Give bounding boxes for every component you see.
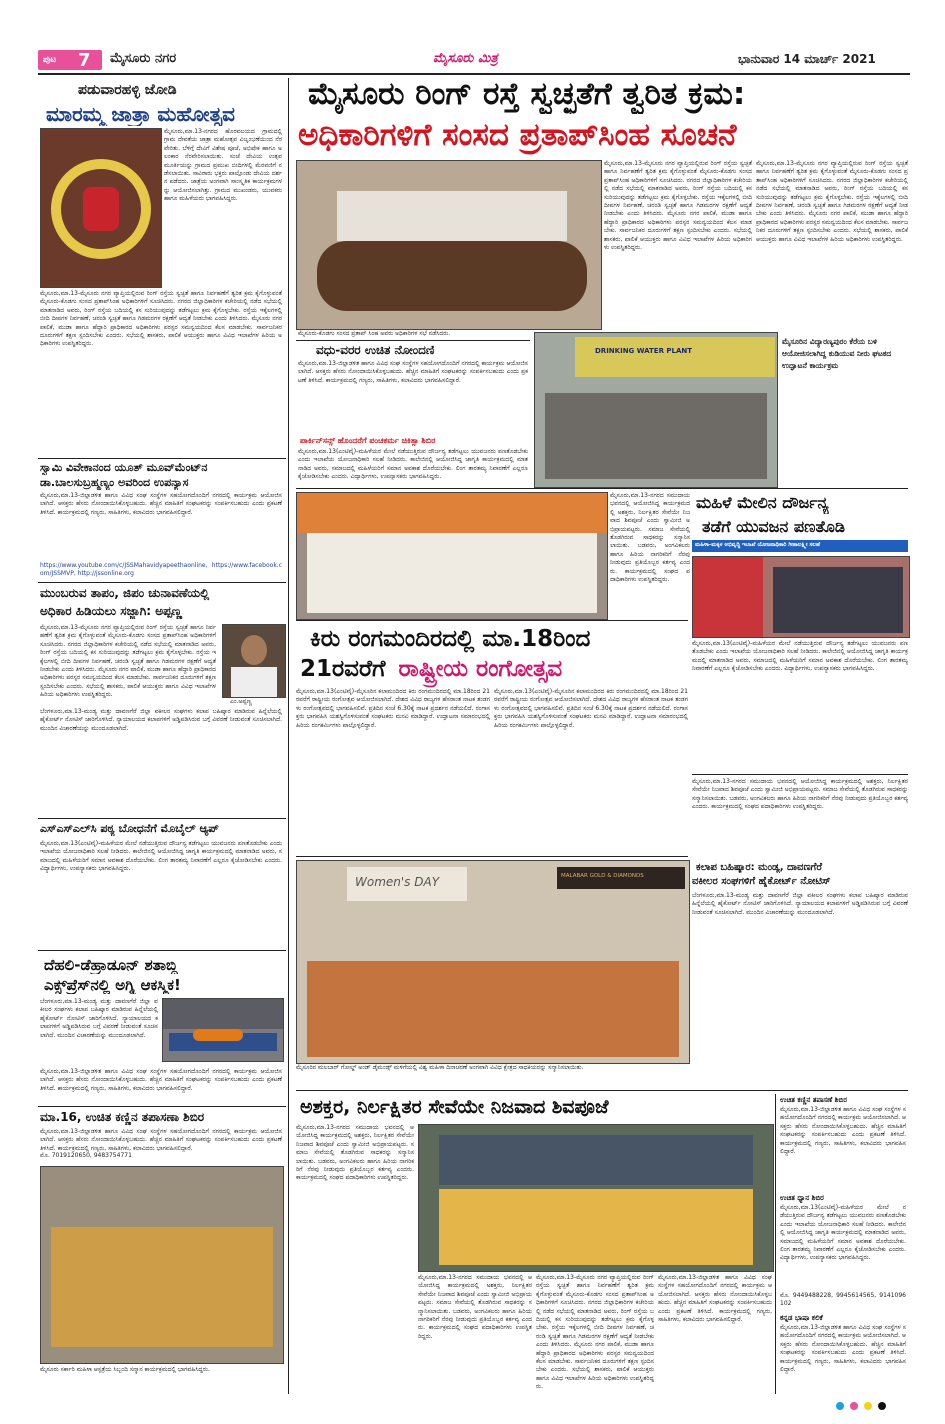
strap-text: ಮಹಿಳಾ-ಮಕ್ಕಳ ಅಭಿವೃದ್ಧಿ ಇಲಾಖೆ ಯೋಜನಾಧಿಕಾರಿ ಗೀತಾಲಕ್ಷ್ಮೀ ಸಲಹೆ <box>695 542 821 548</box>
brief-body: ಮೈಸೂರು,ಮಾ.13(ಎಂಟಿವೈ)-ಮಹಿಳೆಯರ ಮೇಲೆ ನಡೆಯುತ್ತಿರುವ ದೌರ್ಜನ್ಯ ತಡೆಗಟ್ಟಲು ಯುವಜನರು ಪಣತೊಡಬೇಕು ಎಂದು ಇಲಾಖೆಯ ಯೋಜನಾಧಿಕಾರಿ ಸಲಹೆ ನೀಡಿದರು. ಕಾಲೇಜಿನಲ್ಲಿ ಆಯೋಜಿಸಿದ್ದ ಜಾಗೃತಿ ಕಾರ್ಯಕ್ರಮದಲ್ಲಿ ಮಾತನಾಡಿದ ಅವರು, ಸಮಾಜದಲ್ಲಿ ಮಹಿಳೆಯರಿಗೆ ಸಮಾನ ಅವಕಾಶ ದೊರೆಯಬೇಕು. ಲಿಂಗ ತಾರತಮ್ಯ ನಿವಾರಣೆಗೆ ಎಲ್ಲರೂ ಕೈಜೋಡಿಸಬೇಕು ಎಂದರು. ವಿದ್ಯಾರ್ಥಿಗಳು, ಉಪನ್ಯಾಸಕರು ಭಾಗವಹಿಸಿದ್ದರು. <box>780 1204 906 1262</box>
meeting-photo-caption: ಮೈಸೂರು-ಕೊಡಗು ಸಂಸದ ಪ್ರತಾಪ್ ಸಿಂಹ ಅವರು ಅಧಿಕಾರಿಗಳ ಸಭೆ ನಡೆಸಿದರು. <box>298 330 451 337</box>
court-headline: ಕಲಾಪ ಬಹಿಷ್ಕಾರ: ಮಂಡ್ಯ, ದಾವಣಗೆರೆ <box>696 862 823 873</box>
theatre-date: 21ರವರೆಗೆ <box>300 656 386 682</box>
story-subheadline: ಡಾ.ಬಾಲಸುಬ್ರಹ್ಮಣ್ಯಂ ಅವರಿಂದ ಉಪನ್ಯಾಸ <box>40 476 189 489</box>
store-text: MALABAR GOLD & DIAMONDS <box>561 873 644 879</box>
shirt <box>231 667 277 697</box>
infobox-text: ಮೈಸೂರಿನ ವಿದ್ಯಾರಣ್ಯಪುರಂ ಕೆರೆಯ ಬಳಿ ಆಯೋಜಿಸಲಾಗಿದ್ದ ಕುಡಿಯುವ ನೀರು ಘಟಕದ ಉದ್ಘಾಟನೆ ಕಾರ್ಯಕ್ರಮ <box>782 337 892 370</box>
court-subheadline: ವಕೀಲರ ಸಂಘಗಳಿಗೆ ಹೈಕೋರ್ಟ್ ನೋಟಿಸ್ <box>692 876 831 887</box>
people-row <box>307 533 597 613</box>
divider <box>38 818 286 819</box>
story-vadhu <box>296 342 530 482</box>
divider <box>38 582 286 583</box>
train-fire-photo <box>162 998 284 1062</box>
red-backdrop <box>693 557 763 637</box>
kicker: ಪಡುವಾರಹಳ್ಳಿ ಜೋಡಿ <box>78 82 177 98</box>
portrait-photo <box>222 624 286 698</box>
divider <box>38 458 286 459</box>
theatre-body-col1: ಮೈಸೂರು,ಮಾ.13(ಎಂಟಿವೈ)-ಮೈಸೂರಿನ ಕಲಾಮಂದಿರದ ಕಿರು ರಂಗಮಂದಿರದಲ್ಲಿ ಮಾ.18ರಿಂದ 21ರವರೆಗೆ ರಾಷ್ಟ್ರೀಯ ರಂಗೋತ್ಸವ ಆಯೋಜಿಸಲಾಗಿದೆ. ದೇಶದ ವಿವಿಧ ರಾಜ್ಯಗಳ ಹೆಸರಾಂತ ನಾಟಕ ತಂಡಗಳು ರಂಗೋತ್ಸವದಲ್ಲಿ ಭಾಗವಹಿಸಲಿವೆ. ಪ್ರತಿದಿನ ಸಂಜೆ 6.30ಕ್ಕೆ ನಾಟಕ ಪ್ರದರ್ಶನ ನಡೆಯಲಿದೆ. ರಂಗಾಸಕ್ತರು ಭಾಗವಹಿಸಿ ಯಶಸ್ವಿಗೊಳಿಸುವಂತೆ ಸಂಘಟಕರು ಮನವಿ ಮಾಡಿದ್ದಾರೆ. ಉದ್ಘಾಟನಾ ಸಮಾರಂಭದಲ್ಲಿ ಹಿರಿಯ ರಂಗಕರ್ಮಿಗಳು ಪಾಲ್ಗೊಳ್ಳಲಿದ್ದಾರೆ. <box>296 688 490 729</box>
strap-bar <box>692 540 908 552</box>
story-body: ಮೈಸೂರು,ಮಾ.13-ಮೈಸೂರು ನಗರ ವ್ಯಾಪ್ತಿಯಲ್ಲಿರುವ ರಿಂಗ್ ರಸ್ತೆಯ ಸ್ವಚ್ಛತೆ ಹಾಗೂ ನಿರ್ವಹಣೆಗೆ ತ್ವರಿತ ಕ್ರಮ ಕೈಗೊಳ್ಳುವಂತೆ ಮೈಸೂರು-ಕೊಡಗು ಸಂಸದ ಪ್ರತಾಪ್‌ಸಿಂಹ ಅಧಿಕಾರಿಗಳಿಗೆ ಸೂಚಿಸಿದರು. ನಗರದ ಜಿಲ್ಲಾಧಿಕಾರಿಗಳ ಕಚೇರಿಯಲ್ಲಿ ನಡೆದ ಸಭೆಯಲ್ಲಿ ಮಾತನಾಡಿದ ಅವರು, ರಿಂಗ್ ರಸ್ತೆಯ ಬದಿಯಲ್ಲಿ ಕಸ ಸುರಿಯುವುದನ್ನು ತಡೆಗಟ್ಟಲು ಕ್ರಮ ಕೈಗೊಳ್ಳಬೇಕು. ರಸ್ತೆಯ ಇಕ್ಕೆಲಗಳಲ್ಲಿ ಬೀದಿ ದೀಪಗಳ ನಿರ್ವಹಣೆ, ಚರಂಡಿ ಸ್ವಚ್ಛತೆ ಹಾಗೂ ಗಿಡಮರಗಳ ರಕ್ಷಣೆಗೆ ಆದ್ಯತೆ ನೀಡಬೇಕು ಎಂದು ತಿಳಿಸಿದರು. ಮೈಸೂರು ನಗರ ಪಾಲಿಕೆ, ಮುಡಾ ಹಾಗೂ ಹೆದ್ದಾರಿ ಪ್ರಾಧಿಕಾರದ ಅಧಿಕಾರಿಗಳು ಪರಸ್ಪರ ಸಮನ್ವಯದಿಂದ ಕೆಲಸ ಮಾಡಬೇಕು. ಸಾರ್ವಜನಿಕರ ದೂರುಗಳಿಗೆ ತಕ್ಷಣ ಸ್ಪಂದಿಸಬೇಕು ಎಂದರು. ಸಭೆಯಲ್ಲಿ ಶಾಸಕರು, ಪಾಲಿಕೆ ಆಯುಕ್ತರು ಹಾಗೂ ವಿವಿಧ ಇಲಾಖೆಗಳ ಹಿರಿಯ ಅಧಿಕಾರಿಗಳು ಉಪಸ್ಥಿತರಿದ್ದರು. <box>40 624 216 699</box>
black-dot <box>878 1402 886 1410</box>
people-row <box>773 567 903 633</box>
story-body: ಬೆಂಗಳೂರು,ಮಾ.13-ಮಂಡ್ಯ ಮತ್ತು ದಾವಣಗೆರೆ ಜಿಲ್ಲಾ ವಕೀಲರ ಸಂಘಗಳು ಕಲಾಪ ಬಹಿಷ್ಕಾರ ಮಾಡಿರುವ ಹಿನ್ನೆಲೆಯಲ್ಲಿ ಹೈಕೋರ್ಟ್ ನೋಟಿಸ್ ಜಾರಿಗೊಳಿಸಿದೆ. ನ್ಯಾಯಾಲಯದ ಕಲಾಪಗಳಿಗೆ ಅಡ್ಡಿಪಡಿಸಿರುವ ಬಗ್ಗೆ ವಿವರಣೆ ನೀಡುವಂತೆ ಸೂಚಿಸಲಾಗಿದೆ. ಮುಂದಿನ ವಿಚಾರಣೆಯನ್ನು ಮುಂದೂಡಲಾಗಿದೆ. <box>40 998 158 1039</box>
story-padavarahalli <box>38 78 286 456</box>
water-plant-infobox <box>778 332 908 486</box>
lead-body-col2: ಮೈಸೂರು,ಮಾ.13-ಮೈಸೂರು ನಗರ ವ್ಯಾಪ್ತಿಯಲ್ಲಿರುವ ರಿಂಗ್ ರಸ್ತೆಯ ಸ್ವಚ್ಛತೆ ಹಾಗೂ ನಿರ್ವಹಣೆಗೆ ತ್ವರಿತ ಕ್ರಮ ಕೈಗೊಳ್ಳುವಂತೆ ಮೈಸೂರು-ಕೊಡಗು ಸಂಸದ ಪ್ರತಾಪ್‌ಸಿಂಹ ಅಧಿಕಾರಿಗಳಿಗೆ ಸೂಚಿಸಿದರು. ನಗರದ ಜಿಲ್ಲಾಧಿಕಾರಿಗಳ ಕಚೇರಿಯಲ್ಲಿ ನಡೆದ ಸಭೆಯಲ್ಲಿ ಮಾತನಾಡಿದ ಅವರು, ರಿಂಗ್ ರಸ್ತೆಯ ಬದಿಯಲ್ಲಿ ಕಸ ಸುರಿಯುವುದನ್ನು ತಡೆಗಟ್ಟಲು ಕ್ರಮ ಕೈಗೊಳ್ಳಬೇಕು. ರಸ್ತೆಯ ಇಕ್ಕೆಲಗಳಲ್ಲಿ ಬೀದಿ ದೀಪಗಳ ನಿರ್ವಹಣೆ, ಚರಂಡಿ ಸ್ವಚ್ಛತೆ ಹಾಗೂ ಗಿಡಮರಗಳ ರಕ್ಷಣೆಗೆ ಆದ್ಯತೆ ನೀಡಬೇಕು ಎಂದು ತಿಳಿಸಿದರು. ಮೈಸೂರು ನಗರ ಪಾಲಿಕೆ, ಮುಡಾ ಹಾಗೂ ಹೆದ್ದಾರಿ ಪ್ರಾಧಿಕಾರದ ಅಧಿಕಾರಿಗಳು ಪರಸ್ಪರ ಸಮನ್ವಯದಿಂದ ಕೆಲಸ ಮಾಡಬೇಕು. ಸಾರ್ವಜನಿಕರ ದೂರುಗಳಿಗೆ ತಕ್ಷಣ ಸ್ಪಂದಿಸಬೇಕು ಎಂದರು. ಸಭೆಯಲ್ಲಿ ಶಾಸಕರು, ಪಾಲಿಕೆ ಆಯುಕ್ತರು ಹಾಗೂ ವಿವಿಧ ಇಲಾಖೆಗಳ ಹಿರಿಯ ಅಧಿಕಾರಿಗಳು ಉಪಸ್ಥಿತರಿದ್ದರು. <box>756 160 908 243</box>
story-headline: ದೆಹಲಿ-ಡೆಹ್ರಾಡೂನ್ ಶತಾಬ್ದಿ <box>44 956 178 974</box>
masthead <box>38 48 910 72</box>
shivapooje-col4: ಮೈಸೂರು,ಮಾ.13-ಜಿಲ್ಲಾಡಳಿತ ಹಾಗೂ ವಿವಿಧ ಸಂಘ ಸಂಸ್ಥೆಗಳ ಸಹಯೋಗದೊಂದಿಗೆ ನಗರದಲ್ಲಿ ಕಾರ್ಯಕ್ರಮ ಆಯೋಜಿಸಲಾಗಿದೆ. ಆಸಕ್ತರು ಹೆಸರು ನೋಂದಾಯಿಸಿಕೊಳ್ಳಬಹುದು. ಹೆಚ್ಚಿನ ಮಾಹಿತಿಗೆ ಸಂಘಟಕರನ್ನು ಸಂಪರ್ಕಿಸಬಹುದು ಎಂದು ಪ್ರಕಟಣೆ ತಿಳಿಸಿದೆ. ಕಾರ್ಯಕ್ರಮದಲ್ಲಿ ಗಣ್ಯರು, ಸಾಹಿತಿಗಳು, ಕಲಾವಿದರು ಭಾಗವಹಿಸಲಿದ್ದಾರೆ. <box>658 1274 772 1324</box>
story-body-cont: ಮೈಸೂರು,ಮಾ.13-ಮೈಸೂರು ನಗರ ವ್ಯಾಪ್ತಿಯಲ್ಲಿರುವ ರಿಂಗ್ ರಸ್ತೆಯ ಸ್ವಚ್ಛತೆ ಹಾಗೂ ನಿರ್ವಹಣೆಗೆ ತ್ವರಿತ ಕ್ರಮ ಕೈಗೊಳ್ಳುವಂತೆ ಮೈಸೂರು-ಕೊಡಗು ಸಂಸದ ಪ್ರತಾಪ್‌ಸಿಂಹ ಅಧಿಕಾರಿಗಳಿಗೆ ಸೂಚಿಸಿದರು. ನಗರದ ಜಿಲ್ಲಾಧಿಕಾರಿಗಳ ಕಚೇರಿಯಲ್ಲಿ ನಡೆದ ಸಭೆಯಲ್ಲಿ ಮಾತನಾಡಿದ ಅವರು, ರಿಂಗ್ ರಸ್ತೆಯ ಬದಿಯಲ್ಲಿ ಕಸ ಸುರಿಯುವುದನ್ನು ತಡೆಗಟ್ಟಲು ಕ್ರಮ ಕೈಗೊಳ್ಳಬೇಕು. ರಸ್ತೆಯ ಇಕ್ಕೆಲಗಳಲ್ಲಿ ಬೀದಿ ದೀಪಗಳ ನಿರ್ವಹಣೆ, ಚರಂಡಿ ಸ್ವಚ್ಛತೆ ಹಾಗೂ ಗಿಡಮರಗಳ ರಕ್ಷಣೆಗೆ ಆದ್ಯತೆ ನೀಡಬೇಕು ಎಂದು ತಿಳಿಸಿದರು. ಮೈಸೂರು ನಗರ ಪಾಲಿಕೆ, ಮುಡಾ ಹಾಗೂ ಹೆದ್ದಾರಿ ಪ್ರಾಧಿಕಾರದ ಅಧಿಕಾರಿಗಳು ಪರಸ್ಪರ ಸಮನ್ವಯದಿಂದ ಕೆಲಸ ಮಾಡಬೇಕು. ಸಾರ್ವಜನಿಕರ ದೂರುಗಳಿಗೆ ತಕ್ಷಣ ಸ್ಪಂದಿಸಬೇಕು ಎಂದರು. ಸಭೆಯಲ್ಲಿ ಶಾಸಕರು, ಪಾಲಿಕೆ ಆಯುಕ್ತರು ಹಾಗೂ ವಿವಿಧ ಇಲಾಖೆಗಳ ಹಿರಿಯ ಅಧಿಕಾರಿಗಳು ಉಪಸ್ಥಿತರಿದ್ದರು. <box>40 290 282 348</box>
honoured-women-row <box>307 961 679 1057</box>
story-headline: ಮುಂಬರುವ ತಾಪಂ, ಜಿಪಂ ಚುನಾವಣೆಯಲ್ಲಿ <box>40 586 210 600</box>
theatre-body-col2: ಮೈಸೂರು,ಮಾ.13(ಎಂಟಿವೈ)-ಮೈಸೂರಿನ ಕಲಾಮಂದಿರದ ಕಿರು ರಂಗಮಂದಿರದಲ್ಲಿ ಮಾ.18ರಿಂದ 21ರವರೆಗೆ ರಾಷ್ಟ್ರೀಯ ರಂಗೋತ್ಸವ ಆಯೋಜಿಸಲಾಗಿದೆ. ದೇಶದ ವಿವಿಧ ರಾಜ್ಯಗಳ ಹೆಸರಾಂತ ನಾಟಕ ತಂಡಗಳು ರಂಗೋತ್ಸವದಲ್ಲಿ ಭಾಗವಹಿಸಲಿವೆ. ಪ್ರತಿದಿನ ಸಂಜೆ 6.30ಕ್ಕೆ ನಾಟಕ ಪ್ರದರ್ಶನ ನಡೆಯಲಿದೆ. ರಂಗಾಸಕ್ತರು ಭಾಗವಹಿಸಿ ಯಶಸ್ವಿಗೊಳಿಸುವಂತೆ ಸಂಘಟಕರು ಮನವಿ ಮಾಡಿದ್ದಾರೆ. ಉದ್ಘಾಟನಾ ಸಮಾರಂಭದಲ್ಲಿ ಹಿರಿಯ ರಂಗಕರ್ಮಿಗಳು ಪಾಲ್ಗೊಳ್ಳಲಿದ್ದಾರೆ. <box>494 688 688 729</box>
brief-headline: ಉಚಿತ ಧ್ಯಾನ ಶಿಬಿರ <box>780 1194 824 1202</box>
cyan-dot <box>836 1402 844 1410</box>
story-women <box>692 492 908 772</box>
staff-group-photo <box>40 1166 284 1364</box>
idol <box>83 187 119 231</box>
story-body: ಮೈಸೂರು,ಮಾ.13-ಜಿಲ್ಲಾಡಳಿತ ಹಾಗೂ ವಿವಿಧ ಸಂಘ ಸಂಸ್ಥೆಗಳ ಸಹಯೋಗದೊಂದಿಗೆ ನಗರದಲ್ಲಿ ಕಾರ್ಯಕ್ರಮ ಆಯೋಜಿಸಲಾಗಿದೆ. ಆಸಕ್ತರು ಹೆಸರು ನೋಂದಾಯಿಸಿಕೊಳ್ಳಬಹುದು. ಹೆಚ್ಚಿನ ಮಾಹಿತಿಗೆ ಸಂಘಟಕರನ್ನು ಸಂಪರ್ಕಿಸಬಹುದು ಎಂದು ಪ್ರಕಟಣೆ ತಿಳಿಸಿದೆ. ಕಾರ್ಯಕ್ರಮದಲ್ಲಿ ಗಣ್ಯರು, ಸಾಹಿತಿಗಳು, ಕಲಾವಿದರು ಭಾಗವಹಿಸಲಿದ್ದಾರೆ. <box>40 492 282 516</box>
people-row <box>545 393 767 479</box>
story-body: ಮೈಸೂರು,ಮಾ.13-ಜಿಲ್ಲಾಡಳಿತ ಹಾಗೂ ವಿವಿಧ ಸಂಘ ಸಂಸ್ಥೆಗಳ ಸಹಯೋಗದೊಂದಿಗೆ ನಗರದಲ್ಲಿ ಕಾರ್ಯಕ್ರಮ ಆಯೋಜಿಸಲಾಗಿದೆ. ಆಸಕ್ತರು ಹೆಸರು ನೋಂದಾಯಿಸಿಕೊಳ್ಳಬಹುದು. ಹೆಚ್ಚಿನ ಮಾಹಿತಿಗೆ ಸಂಘಟಕರನ್ನು ಸಂಪರ್ಕಿಸಬಹುದು ಎಂದು ಪ್ರಕಟಣೆ ತಿಳಿಸಿದೆ. ಕಾರ್ಯಕ್ರಮದಲ್ಲಿ ಗಣ್ಯರು, ಸಾಹಿತಿಗಳು, ಕಲಾವಿದರು ಭಾಗವಹಿಸಲಿದ್ದಾರೆ. <box>40 1128 282 1152</box>
smoke <box>163 999 283 1029</box>
story-appanna <box>38 584 286 816</box>
meeting-photo <box>296 160 602 330</box>
theatre-headline: ಕಿರು ರಂಗಮಂದಿರದಲ್ಲಿ ಮಾ.18ರಿಂದ <box>310 626 591 652</box>
fire <box>193 1029 243 1041</box>
shivapooje-col3: ಮೈಸೂರು,ಮಾ.13-ಮೈಸೂರು ನಗರ ವ್ಯಾಪ್ತಿಯಲ್ಲಿರುವ ರಿಂಗ್ ರಸ್ತೆಯ ಸ್ವಚ್ಛತೆ ಹಾಗೂ ನಿರ್ವಹಣೆಗೆ ತ್ವರಿತ ಕ್ರಮ ಕೈಗೊಳ್ಳುವಂತೆ ಮೈಸೂರು-ಕೊಡಗು ಸಂಸದ ಪ್ರತಾಪ್‌ಸಿಂಹ ಅಧಿಕಾರಿಗಳಿಗೆ ಸೂಚಿಸಿದರು. ನಗರದ ಜಿಲ್ಲಾಧಿಕಾರಿಗಳ ಕಚೇರಿಯಲ್ಲಿ ನಡೆದ ಸಭೆಯಲ್ಲಿ ಮಾತನಾಡಿದ ಅವರು, ರಿಂಗ್ ರಸ್ತೆಯ ಬದಿಯಲ್ಲಿ ಕಸ ಸುರಿಯುವುದನ್ನು ತಡೆಗಟ್ಟಲು ಕ್ರಮ ಕೈಗೊಳ್ಳಬೇಕು. ರಸ್ತೆಯ ಇಕ್ಕೆಲಗಳಲ್ಲಿ ಬೀದಿ ದೀಪಗಳ ನಿರ್ವಹಣೆ, ಚರಂಡಿ ಸ್ವಚ್ಛತೆ ಹಾಗೂ ಗಿಡಮರಗಳ ರಕ್ಷಣೆಗೆ ಆದ್ಯತೆ ನೀಡಬೇಕು ಎಂದು ತಿಳಿಸಿದರು. ಮೈಸೂರು ನಗರ ಪಾಲಿಕೆ, ಮುಡಾ ಹಾಗೂ ಹೆದ್ದಾರಿ ಪ್ರಾಧಿಕಾರದ ಅಧಿಕಾರಿಗಳು ಪರಸ್ಪರ ಸಮನ್ವಯದಿಂದ ಕೆಲಸ ಮಾಡಬೇಕು. ಸಾರ್ವಜನಿಕರ ದೂರುಗಳಿಗೆ ತಕ್ಷಣ ಸ್ಪಂದಿಸಬೇಕು ಎಂದರು. ಸಭೆಯಲ್ಲಿ ಶಾಸಕರು, ಪಾಲಿಕೆ ಆಯುಕ್ತರು ಹಾಗೂ ವಿವಿಧ ಇಲಾಖೆಗಳ ಹಿರಿಯ ಅಧಿಕಾರಿಗಳು ಉಪಸ್ಥಿತರಿದ್ದರು. <box>536 1274 654 1391</box>
story-eye <box>38 1108 286 1394</box>
paper-name: ಮೈಸೂರು ಮಿತ್ರ <box>433 51 498 66</box>
story-subheadline: ಎಕ್ಸ್‌ಪ್ರೆಸ್‌ನಲ್ಲಿ ಅಗ್ನಿ ಆಕಸ್ಮಿಕ! <box>44 976 181 994</box>
photo-caption: ಮೈಸೂರು ಸರ್ಕಾರಿ ಮಹಿಳಾ ಆಸ್ಪತ್ರೆಯ ಸಿಬ್ಬಂದಿ ಸನ್ಮಾನ ಕಾರ್ಯಕ್ರಮದಲ್ಲಿ ಭಾಗವಹಿಸಿದ್ದರು. <box>40 1366 210 1373</box>
story-body: ಮೈಸೂರು,ಮಾ.13(ಎಂಟಿವೈ)-ಮಹಿಳೆಯರ ಮೇಲೆ ನಡೆಯುತ್ತಿರುವ ದೌರ್ಜನ್ಯ ತಡೆಗಟ್ಟಲು ಯುವಜನರು ಪಣತೊಡಬೇಕು ಎಂದು ಇಲಾಖೆಯ ಯೋಜನಾಧಿಕಾರಿ ಸಲಹೆ ನೀಡಿದರು. ಕಾಲೇಜಿನಲ್ಲಿ ಆಯೋಜಿಸಿದ್ದ ಜಾಗೃತಿ ಕಾರ್ಯಕ್ರಮದಲ್ಲಿ ಮಾತನಾಡಿದ ಅವರು, ಸಮಾಜದಲ್ಲಿ ಮಹಿಳೆಯರಿಗೆ ಸಮಾನ ಅವಕಾಶ ದೊರೆಯಬೇಕು. ಲಿಂಗ ತಾರತಮ್ಯ ನಿವಾರಣೆಗೆ ಎಲ್ಲರೂ ಕೈಜೋಡಿಸಬೇಕು ಎಂದರು. ವಿದ್ಯಾರ್ಥಿಗಳು, ಉಪನ್ಯಾಸಕರು ಭಾಗವಹಿಸಿದ್ದರು. <box>40 840 282 873</box>
lead-headline: ಮೈಸೂರು ರಿಂಗ್ ರಸ್ತೆ ಸ್ವಚ್ಛತೆಗೆ ತ್ವರಿತ ಕ್ರಮ: <box>308 76 746 112</box>
story-swami <box>38 460 286 580</box>
brief-body: ಮೈಸೂರು,ಮಾ.13-ಜಿಲ್ಲಾಡಳಿತ ಹಾಗೂ ವಿವಿಧ ಸಂಘ ಸಂಸ್ಥೆಗಳ ಸಹಯೋಗದೊಂದಿಗೆ ನಗರದಲ್ಲಿ ಕಾರ್ಯಕ್ರಮ ಆಯೋಜಿಸಲಾಗಿದೆ. ಆಸಕ್ತರು ಹೆಸರು ನೋಂದಾಯಿಸಿಕೊಳ್ಳಬಹುದು. ಹೆಚ್ಚಿನ ಮಾಹಿತಿಗೆ ಸಂಘಟಕರನ್ನು ಸಂಪರ್ಕಿಸಬಹುದು ಎಂದು ಪ್ರಕಟಣೆ ತಿಳಿಸಿದೆ. ಕಾರ್ಯಕ್ರಮದಲ್ಲಿ ಗಣ್ಯರು, ಸಾಹಿತಿಗಳು, ಕಲಾವಿದರು ಭಾಗವಹಿಸಲಿದ್ದಾರೆ. <box>780 1106 906 1156</box>
yellow-dot <box>864 1402 872 1410</box>
brief-contacts: ಮೊ. 9449488228, 9945614565, 9141096102 <box>780 1292 906 1308</box>
divider <box>38 1106 286 1107</box>
story-headline: ಸ್ವಾಮಿ ವಿವೇಕಾನಂದ ಯೂತ್ ಮೂವ್‌ಮೆಂಟ್‌ನ <box>40 461 208 474</box>
lead-subheadline: ಅಧಿಕಾರಿಗಳಿಗೆ ಸಂಸದ ಪ್ರತಾಪ್‌ಸಿಂಹ ಸೂಚನೆ <box>298 117 737 153</box>
plant-building <box>575 337 775 377</box>
felicitation-photo <box>296 492 608 620</box>
story-headline: ಮಾ.16, ಉಚಿತ ಕಣ್ಣಿನ ತಪಾಸಣಾ ಶಿಬಿರ <box>40 1110 205 1124</box>
page-badge <box>38 50 102 70</box>
page-number: 7 <box>78 50 91 71</box>
story-subheadline: ಅಧಿಕಾರ ಹಿಡಿಯಲು ಸಜ್ಜಾಗಿ: ಅಪ್ಪಣ್ಣ <box>40 604 183 618</box>
felicitation-text: ಮೈಸೂರು,ಮಾ.13-ನಗರದ ಸಮುದಾಯ ಭವನದಲ್ಲಿ ಆಯೋಜಿಸಿದ್ದ ಕಾರ್ಯಕ್ರಮದಲ್ಲಿ ಅಶಕ್ತರು, ನಿರ್ಲಕ್ಷಿತರ ಸೇವೆಯೇ ನಿಜವಾದ ಶಿವಪೂಜೆ ಎಂದು ಸ್ವಾಮೀಜಿ ಅಭಿಪ್ರಾಯಪಟ್ಟರು. ಸಮಾಜ ಸೇವೆಯಲ್ಲಿ ತೊಡಗಿರುವ ಸಾಧಕರನ್ನು ಸನ್ಮಾನಿಸಲಾಯಿತು. ಬಡವರು, ಅಂಗವಿಕಲರು ಹಾಗೂ ಹಿರಿಯ ನಾಗರಿಕರಿಗೆ ನೆರವು ನೀಡುವುದು ಪ್ರತಿಯೊಬ್ಬರ ಕರ್ತವ್ಯ ಎಂದರು. ಕಾರ್ಯಕ್ರಮದಲ್ಲಿ ಸಂಘದ ಪದಾಧಿಕಾರಿಗಳು ಉಪಸ್ಥಿತರಿದ್ದರು. <box>610 492 690 584</box>
people-row <box>337 191 567 241</box>
story-body-cont: ಮೈಸೂರು,ಮಾ.13(ಎಂಟಿವೈ)-ಮಹಿಳೆಯರ ಮೇಲೆ ನಡೆಯುತ್ತಿರುವ ದೌರ್ಜನ್ಯ ತಡೆಗಟ್ಟಲು ಯುವಜನರು ಪಣತೊಡಬೇಕು ಎಂದು ಇಲಾಖೆಯ ಯೋಜನಾಧಿಕಾರಿ ಸಲಹೆ ನೀಡಿದರು. ಕಾಲೇಜಿನಲ್ಲಿ ಆಯೋಜಿಸಿದ್ದ ಜಾಗೃತಿ ಕಾರ್ಯಕ್ರಮದಲ್ಲಿ ಮಾತನಾಡಿದ ಅವರು, ಸಮಾಜದಲ್ಲಿ ಮಹಿಳೆಯರಿಗೆ ಸಮಾನ ಅವಕಾಶ ದೊರೆಯಬೇಕು. ಲಿಂಗ ತಾರತಮ್ಯ ನಿವಾರಣೆಗೆ ಎಲ್ಲರೂ ಕೈಜೋಡಿಸಬೇಕು ಎಂದರು. ವಿದ್ಯಾರ್ಥಿಗಳು, ಉಪನ್ಯಾಸಕರು ಭಾಗವಹಿಸಿದ್ದರು. <box>298 448 528 480</box>
banner-text: Women's DAY <box>355 875 440 889</box>
water-plant-photo <box>534 332 778 488</box>
story-body: ಮೈಸೂರು,ಮಾ.13-ನಗರದ ಹೊರವಲಯದ ಗ್ರಾಮದಲ್ಲಿ ಗ್ರಾಮ ದೇವತೆಯ ಜಾತ್ರಾ ಮಹೋತ್ಸವ ವಿಜೃಂಭಣೆಯಿಂದ ನೆರವೇರಿತು. ಬೆಳಿಗ್ಗೆ ದೇವಿಗೆ ವಿಶೇಷ ಪೂಜೆ, ಅಭಿಷೇಕ ಹಾಗೂ ಅಲಂಕಾರ ನೆರವೇರಿಸಲಾಯಿತು. ಸಂಜೆ ದೇವಿಯ ಉತ್ಸವ ಮೂರ್ತಿಯನ್ನು ಗ್ರಾಮದ ಪ್ರಮುಖ ಬೀದಿಗಳಲ್ಲಿ ಮೆರವಣಿಗೆ ನಡೆಸಲಾಯಿತು. ಸಾವಿರಾರು ಭಕ್ತರು ಪಾಲ್ಗೊಂಡು ದೇವಿಯ ದರ್ಶನ ಪಡೆದರು. ಜಾತ್ರೆಯ ಅಂಗವಾಗಿ ಸಾಂಸ್ಕೃತಿಕ ಕಾರ್ಯಕ್ರಮಗಳನ್ನು ಆಯೋಜಿಸಲಾಗಿತ್ತು. ಗ್ರಾಮದ ಮುಖಂಡರು, ಯುವಕರು ಹಾಗೂ ಮಹಿಳೆಯರು ಭಾಗವಹಿಸಿದ್ದರು. <box>164 128 282 203</box>
story-body-cont: ಬೆಂಗಳೂರು,ಮಾ.13-ಮಂಡ್ಯ ಮತ್ತು ದಾವಣಗೆರೆ ಜಿಲ್ಲಾ ವಕೀಲರ ಸಂಘಗಳು ಕಲಾಪ ಬಹಿಷ್ಕಾರ ಮಾಡಿರುವ ಹಿನ್ನೆಲೆಯಲ್ಲಿ ಹೈಕೋರ್ಟ್ ನೋಟಿಸ್ ಜಾರಿಗೊಳಿಸಿದೆ. ನ್ಯಾಯಾಲಯದ ಕಲಾಪಗಳಿಗೆ ಅಡ್ಡಿಪಡಿಸಿರುವ ಬಗ್ಗೆ ವಿವರಣೆ ನೀಡುವಂತೆ ಸೂಚಿಸಲಾಗಿದೆ. ಮುಂದಿನ ವಿಚಾರಣೆಯನ್ನು ಮುಂದೂಡಲಾಗಿದೆ. <box>40 708 282 732</box>
story-sslc <box>38 820 286 948</box>
back-row <box>439 1135 753 1185</box>
conference-table <box>317 241 587 311</box>
theatre-subheadline <box>300 654 688 684</box>
divider <box>296 620 688 621</box>
shivapooje-body: ಮೈಸೂರು,ಮಾ.13-ನಗರದ ಸಮುದಾಯ ಭವನದಲ್ಲಿ ಆಯೋಜಿಸಿದ್ದ ಕಾರ್ಯಕ್ರಮದಲ್ಲಿ ಅಶಕ್ತರು, ನಿರ್ಲಕ್ಷಿತರ ಸೇವೆಯೇ ನಿಜವಾದ ಶಿವಪೂಜೆ ಎಂದು ಸ್ವಾಮೀಜಿ ಅಭಿಪ್ರಾಯಪಟ್ಟರು. ಸಮಾಜ ಸೇವೆಯಲ್ಲಿ ತೊಡಗಿರುವ ಸಾಧಕರನ್ನು ಸನ್ಮಾನಿಸಲಾಯಿತು. ಬಡವರು, ಅಂಗವಿಕಲರು ಹಾಗೂ ಹಿರಿಯ ನಾಗರಿಕರಿಗೆ ನೆರವು ನೀಡುವುದು ಪ್ರತಿಯೊಬ್ಬರ ಕರ್ತವ್ಯ ಎಂದರು. ಕಾರ್ಯಕ್ರಮದಲ್ಲಿ ಸಂಘದ ಪದಾಧಿಕಾರಿಗಳು ಉಪಸ್ಥಿತರಿದ್ದರು. <box>296 1124 414 1182</box>
face <box>241 635 267 665</box>
registration-marks <box>836 1402 908 1412</box>
story-body: ಮೈಸೂರು,ಮಾ.13(ಎಂಟಿವೈ)-ಮಹಿಳೆಯರ ಮೇಲೆ ನಡೆಯುತ್ತಿರುವ ದೌರ್ಜನ್ಯ ತಡೆಗಟ್ಟಲು ಯುವಜನರು ಪಣತೊಡಬೇಕು ಎಂದು ಇಲಾಖೆಯ ಯೋಜನಾಧಿಕಾರಿ ಸಲಹೆ ನೀಡಿದರು. ಕಾಲೇಜಿನಲ್ಲಿ ಆಯೋಜಿಸಿದ್ದ ಜಾಗೃತಿ ಕಾರ್ಯಕ್ರಮದಲ್ಲಿ ಮಾತನಾಡಿದ ಅವರು, ಸಮಾಜದಲ್ಲಿ ಮಹಿಳೆಯರಿಗೆ ಸಮಾನ ಅವಕಾಶ ದೊರೆಯಬೇಕು. ಲಿಂಗ ತಾರತಮ್ಯ ನಿವಾರಣೆಗೆ ಎಲ್ಲರೂ ಕೈಜೋಡಿಸಬೇಕು ಎಂದರು. ವಿದ್ಯಾರ್ಥಿಗಳು, ಉಪನ್ಯಾಸಕರು ಭಾಗವಹಿಸಿದ್ದರು. <box>692 640 908 673</box>
store-sign <box>557 867 685 889</box>
contact-numbers: ಮೊ. 7019120650, 9483754771 <box>40 1152 132 1159</box>
brief-headline: ಉಚಿತ ಕಣ್ಣಿನ ತಪಾಸಣೆ ಶಿಬಿರ <box>780 1096 847 1104</box>
brief-headline: ಕನ್ನಡ ಭಾಷಾ ಕಲಿಕೆ <box>780 1314 823 1322</box>
divider <box>38 950 286 951</box>
orange-backdrop <box>297 493 607 533</box>
page-label: ಪುಟ <box>43 55 57 65</box>
story-body: ಮೈಸೂರು,ಮಾ.13-ಜಿಲ್ಲಾಡಳಿತ ಹಾಗೂ ವಿವಿಧ ಸಂಘ ಸಂಸ್ಥೆಗಳ ಸಹಯೋಗದೊಂದಿಗೆ ನಗರದಲ್ಲಿ ಕಾರ್ಯಕ್ರಮ ಆಯೋಜಿಸಲಾಗಿದೆ. ಆಸಕ್ತರು ಹೆಸರು ನೋಂದಾಯಿಸಿಕೊಳ್ಳಬಹುದು. ಹೆಚ್ಚಿನ ಮಾಹಿತಿಗೆ ಸಂಘಟಕರನ್ನು ಸಂಪರ್ಕಿಸಬಹುದು ಎಂದು ಪ್ರಕಟಣೆ ತಿಳಿಸಿದೆ. ಕಾರ್ಯಕ್ರಮದಲ್ಲಿ ಗಣ್ಯರು, ಸಾಹಿತಿಗಳು, ಕಲಾವಿದರು ಭಾಗವಹಿಸಲಿದ್ದಾರೆ. <box>298 360 528 384</box>
briefs-column <box>778 1094 908 1394</box>
theatre-title: ರಾಷ್ಟ್ರೀಯ ರಂಗೋತ್ಸವ <box>398 656 563 682</box>
column-divider <box>775 1094 776 1394</box>
story-headline: ಮಹಿಳೆ ಮೇಲಿನ ದೌರ್ಜನ್ಯ <box>696 493 829 512</box>
divider <box>296 856 688 857</box>
lamp-lighting-photo <box>692 556 910 638</box>
story-headline: ಎಸ್‌ಎಸ್‌ಎಲ್‌ಸಿ ಪಠ್ಯ ಬೋಧನೆಗೆ ಮೊಬೈಲ್ ಆ್ಯಪ್ <box>40 822 219 835</box>
magenta-dot <box>850 1402 858 1410</box>
shivapooje-headline: ಅಶಕ್ತರ, ನಿರ್ಲಕ್ಷಿತರ ಸೇವೆಯೇ ನಿಜವಾದ ಶಿವಪೂಜೆ <box>300 1096 609 1118</box>
goddess-photo <box>40 128 162 288</box>
plant-board: DRINKING WATER PLANT <box>595 347 693 355</box>
story-links: https://www.youtube.com/c/JSSMahavidyapeethaonline, https://www.facebook.com/JSSMVP, http://jssonline.org <box>40 562 282 578</box>
divider <box>296 1090 908 1091</box>
story-headline: ಮಾರಮ್ಮ ಜಾತ್ರಾ ಮಹೋತ್ಸವ <box>46 102 235 126</box>
story-body-cont: ಮೈಸೂರು,ಮಾ.13-ಜಿಲ್ಲಾಡಳಿತ ಹಾಗೂ ವಿವಿಧ ಸಂಘ ಸಂಸ್ಥೆಗಳ ಸಹಯೋಗದೊಂದಿಗೆ ನಗರದಲ್ಲಿ ಕಾರ್ಯಕ್ರಮ ಆಯೋಜಿಸಲಾಗಿದೆ. ಆಸಕ್ತರು ಹೆಸರು ನೋಂದಾಯಿಸಿಕೊಳ್ಳಬಹುದು. ಹೆಚ್ಚಿನ ಮಾಹಿತಿಗೆ ಸಂಘಟಕರನ್ನು ಸಂಪರ್ಕಿಸಬಹುದು ಎಂದು ಪ್ರಕಟಣೆ ತಿಳಿಸಿದೆ. ಕಾರ್ಯಕ್ರಮದಲ್ಲಿ ಗಣ್ಯರು, ಸಾಹಿತಿಗಳು, ಕಲಾವಿದರು ಭಾಗವಹಿಸಲಿದ್ದಾರೆ. <box>40 1068 282 1092</box>
brief-body: ಮೈಸೂರು,ಮಾ.13-ಜಿಲ್ಲಾಡಳಿತ ಹಾಗೂ ವಿವಿಧ ಸಂಘ ಸಂಸ್ಥೆಗಳ ಸಹಯೋಗದೊಂದಿಗೆ ನಗರದಲ್ಲಿ ಕಾರ್ಯಕ್ರಮ ಆಯೋಜಿಸಲಾಗಿದೆ. ಆಸಕ್ತರು ಹೆಸರು ನೋಂದಾಯಿಸಿಕೊಳ್ಳಬಹುದು. ಹೆಚ್ಚಿನ ಮಾಹಿತಿಗೆ ಸಂಘಟಕರನ್ನು ಸಂಪರ್ಕಿಸಬಹುದು ಎಂದು ಪ್ರಕಟಣೆ ತಿಳಿಸಿದೆ. ಕಾರ್ಯಕ್ರಮದಲ್ಲಿ ಗಣ್ಯರು, ಸಾಹಿತಿಗಳು, ಕಲಾವಿದರು ಭಾಗವಹಿಸಲಿದ್ದಾರೆ. <box>780 1324 906 1374</box>
people-row <box>51 1227 273 1347</box>
women-body-cont: ಮೈಸೂರು,ಮಾ.13-ನಗರದ ಸಮುದಾಯ ಭವನದಲ್ಲಿ ಆಯೋಜಿಸಿದ್ದ ಕಾರ್ಯಕ್ರಮದಲ್ಲಿ ಅಶಕ್ತರು, ನಿರ್ಲಕ್ಷಿತರ ಸೇವೆಯೇ ನಿಜವಾದ ಶಿವಪೂಜೆ ಎಂದು ಸ್ವಾಮೀಜಿ ಅಭಿಪ್ರಾಯಪಟ್ಟರು. ಸಮಾಜ ಸೇವೆಯಲ್ಲಿ ತೊಡಗಿರುವ ಸಾಧಕರನ್ನು ಸನ್ಮಾನಿಸಲಾಯಿತು. ಬಡವರು, ಅಂಗವಿಕಲರು ಹಾಗೂ ಹಿರಿಯ ನಾಗರಿಕರಿಗೆ ನೆರವು ನೀಡುವುದು ಪ್ರತಿಯೊಬ್ಬರ ಕರ್ತವ್ಯ ಎಂದರು. ಕಾರ್ಯಕ್ರಮದಲ್ಲಿ ಸಂಘದ ಪದಾಧಿಕಾರಿಗಳು ಉಪಸ್ಥಿತರಿದ್ದರು. <box>692 778 908 811</box>
divider <box>296 488 908 489</box>
court-body: ಬೆಂಗಳೂರು,ಮಾ.13-ಮಂಡ್ಯ ಮತ್ತು ದಾವಣಗೆರೆ ಜಿಲ್ಲಾ ವಕೀಲರ ಸಂಘಗಳು ಕಲಾಪ ಬಹಿಷ್ಕಾರ ಮಾಡಿರುವ ಹಿನ್ನೆಲೆಯಲ್ಲಿ ಹೈಕೋರ್ಟ್ ನೋಟಿಸ್ ಜಾರಿಗೊಳಿಸಿದೆ. ನ್ಯಾಯಾಲಯದ ಕಲಾಪಗಳಿಗೆ ಅಡ್ಡಿಪಡಿಸಿರುವ ಬಗ್ಗೆ ವಿವರಣೆ ನೀಡುವಂತೆ ಸೂಚಿಸಲಾಗಿದೆ. ಮುಂದಿನ ವಿಚಾರಣೆಯನ್ನು ಮುಂದೂಡಲಾಗಿದೆ. <box>692 892 908 916</box>
story-train <box>38 952 286 1104</box>
story-subheadline: ಪಾರ್ಕಿನ್‌ಸನ್ಸ್ ಹೊಂದರೆಗೆ ಪಂಚಕರ್ಮ ಚಿಕಿತ್ಸಾ ಶಿಬಿರ <box>300 436 436 445</box>
column-divider <box>288 78 289 1394</box>
women-day-banner <box>347 867 467 901</box>
issue-date: ಭಾನುವಾರ 14 ಮಾರ್ಚ್ 2021 <box>738 52 876 66</box>
story-headline: ವಧು-ವರರ ಉಚಿತ ನೋಂದಣಿ <box>316 343 435 357</box>
divider <box>296 340 530 341</box>
malabar-caption: ಮೈಸೂರಿನ ಮಲಬಾರ್ ಗೋಲ್ಡ್ ಅಂಡ್ ಡೈಮಂಡ್ಸ್ ಮಳಿಗೆಯಲ್ಲಿ ವಿಶ್ವ ಮಹಿಳಾ ದಿನಾಚರಣೆ ಅಂಗವಾಗಿ ವಿವಿಧ ಕ್ಷೇತ್ರದ ಸಾಧಕಿಯರನ್ನು ಸನ್ಮಾನಿಸಲಾಯಿತು. <box>296 1064 584 1071</box>
portrait-caption: ಎಂ.ಅಪ್ಪಣ್ಣ <box>230 698 252 705</box>
lead-body-col1: ಮೈಸೂರು,ಮಾ.13-ಮೈಸೂರು ನಗರ ವ್ಯಾಪ್ತಿಯಲ್ಲಿರುವ ರಿಂಗ್ ರಸ್ತೆಯ ಸ್ವಚ್ಛತೆ ಹಾಗೂ ನಿರ್ವಹಣೆಗೆ ತ್ವರಿತ ಕ್ರಮ ಕೈಗೊಳ್ಳುವಂತೆ ಮೈಸೂರು-ಕೊಡಗು ಸಂಸದ ಪ್ರತಾಪ್‌ಸಿಂಹ ಅಧಿಕಾರಿಗಳಿಗೆ ಸೂಚಿಸಿದರು. ನಗರದ ಜಿಲ್ಲಾಧಿಕಾರಿಗಳ ಕಚೇರಿಯಲ್ಲಿ ನಡೆದ ಸಭೆಯಲ್ಲಿ ಮಾತನಾಡಿದ ಅವರು, ರಿಂಗ್ ರಸ್ತೆಯ ಬದಿಯಲ್ಲಿ ಕಸ ಸುರಿಯುವುದನ್ನು ತಡೆಗಟ್ಟಲು ಕ್ರಮ ಕೈಗೊಳ್ಳಬೇಕು. ರಸ್ತೆಯ ಇಕ್ಕೆಲಗಳಲ್ಲಿ ಬೀದಿ ದೀಪಗಳ ನಿರ್ವಹಣೆ, ಚರಂಡಿ ಸ್ವಚ್ಛತೆ ಹಾಗೂ ಗಿಡಮರಗಳ ರಕ್ಷಣೆಗೆ ಆದ್ಯತೆ ನೀಡಬೇಕು ಎಂದು ತಿಳಿಸಿದರು. ಮೈಸೂರು ನಗರ ಪಾಲಿಕೆ, ಮುಡಾ ಹಾಗೂ ಹೆದ್ದಾರಿ ಪ್ರಾಧಿಕಾರದ ಅಧಿಕಾರಿಗಳು ಪರಸ್ಪರ ಸಮನ್ವಯದಿಂದ ಕೆಲಸ ಮಾಡಬೇಕು. ಸಾರ್ವಜನಿಕರ ದೂರುಗಳಿಗೆ ತಕ್ಷಣ ಸ್ಪಂದಿಸಬೇಕು ಎಂದರು. ಸಭೆಯಲ್ಲಿ ಶಾಸಕರು, ಪಾಲಿಕೆ ಆಯುಕ್ತರು ಹಾಗೂ ವಿವಿಧ ಇಲಾಖೆಗಳ ಹಿರಿಯ ಅಧಿಕಾರಿಗಳು ಉಪಸ್ಥಿತರಿದ್ದರು. <box>604 160 752 252</box>
award-photo <box>418 1124 774 1272</box>
front-row <box>439 1189 753 1265</box>
story-subheadline: ತಡೆಗೆ ಯುವಜನ ಪಣತೊಡಿ <box>702 517 845 536</box>
divider <box>692 774 908 775</box>
section-name: ಮೈಸೂರು ನಗರ <box>110 51 177 66</box>
shivapooje-col2: ಮೈಸೂರು,ಮಾ.13-ನಗರದ ಸಮುದಾಯ ಭವನದಲ್ಲಿ ಆಯೋಜಿಸಿದ್ದ ಕಾರ್ಯಕ್ರಮದಲ್ಲಿ ಅಶಕ್ತರು, ನಿರ್ಲಕ್ಷಿತರ ಸೇವೆಯೇ ನಿಜವಾದ ಶಿವಪೂಜೆ ಎಂದು ಸ್ವಾಮೀಜಿ ಅಭಿಪ್ರಾಯಪಟ್ಟರು. ಸಮಾಜ ಸೇವೆಯಲ್ಲಿ ತೊಡಗಿರುವ ಸಾಧಕರನ್ನು ಸನ್ಮಾನಿಸಲಾಯಿತು. ಬಡವರು, ಅಂಗವಿಕಲರು ಹಾಗೂ ಹಿರಿಯ ನಾಗರಿಕರಿಗೆ ನೆರವು ನೀಡುವುದು ಪ್ರತಿಯೊಬ್ಬರ ಕರ್ತವ್ಯ ಎಂದರು. ಕಾರ್ಯಕ್ರಮದಲ್ಲಿ ಸಂಘದ ಪದಾಧಿಕಾರಿಗಳು ಉಪಸ್ಥಿತರಿದ್ದರು. <box>418 1274 532 1340</box>
malabar-photo <box>296 860 690 1064</box>
